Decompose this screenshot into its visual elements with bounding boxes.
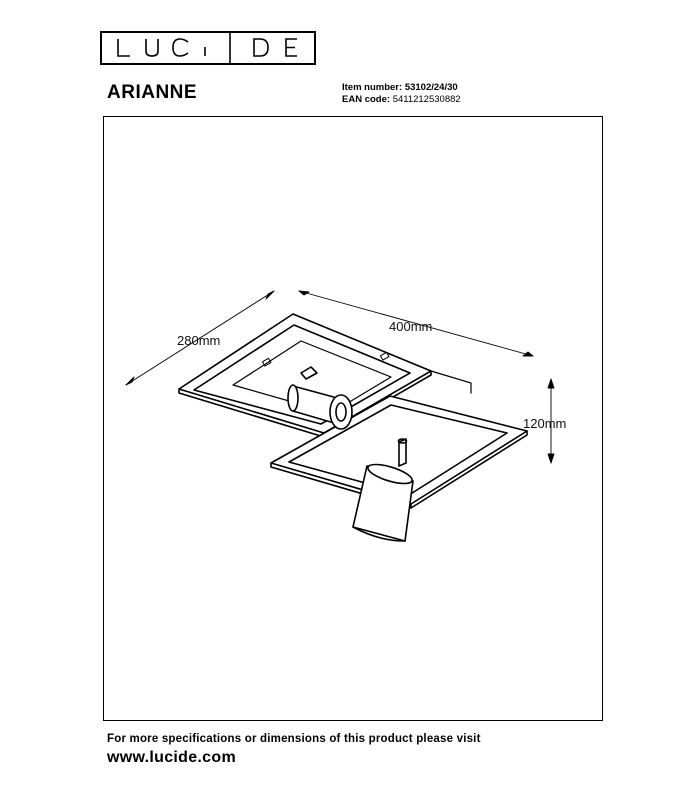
item-number-row xyxy=(342,82,461,94)
height-dimension-label: 120mm xyxy=(523,416,567,431)
product-name: ARIANNE xyxy=(107,82,198,103)
drawing-frame xyxy=(103,116,603,721)
ean-row xyxy=(342,94,461,106)
ean-label: EAN code: xyxy=(342,94,391,105)
footer-url[interactable]: www.lucide.com xyxy=(107,749,236,766)
item-number-label: Item number: xyxy=(342,82,403,93)
depth-dimension-label: 280mm xyxy=(177,333,221,348)
width-dimension-label: 400mm xyxy=(389,319,433,334)
lucide-logo xyxy=(100,31,316,65)
ean-value: 5411212530882 xyxy=(392,94,461,105)
footer-text: For more specifications or dimensions of this product please visit xyxy=(107,733,481,745)
product-drawing xyxy=(104,117,604,722)
item-number-value: 53102/24/30 xyxy=(404,82,458,93)
product-meta xyxy=(342,82,461,106)
